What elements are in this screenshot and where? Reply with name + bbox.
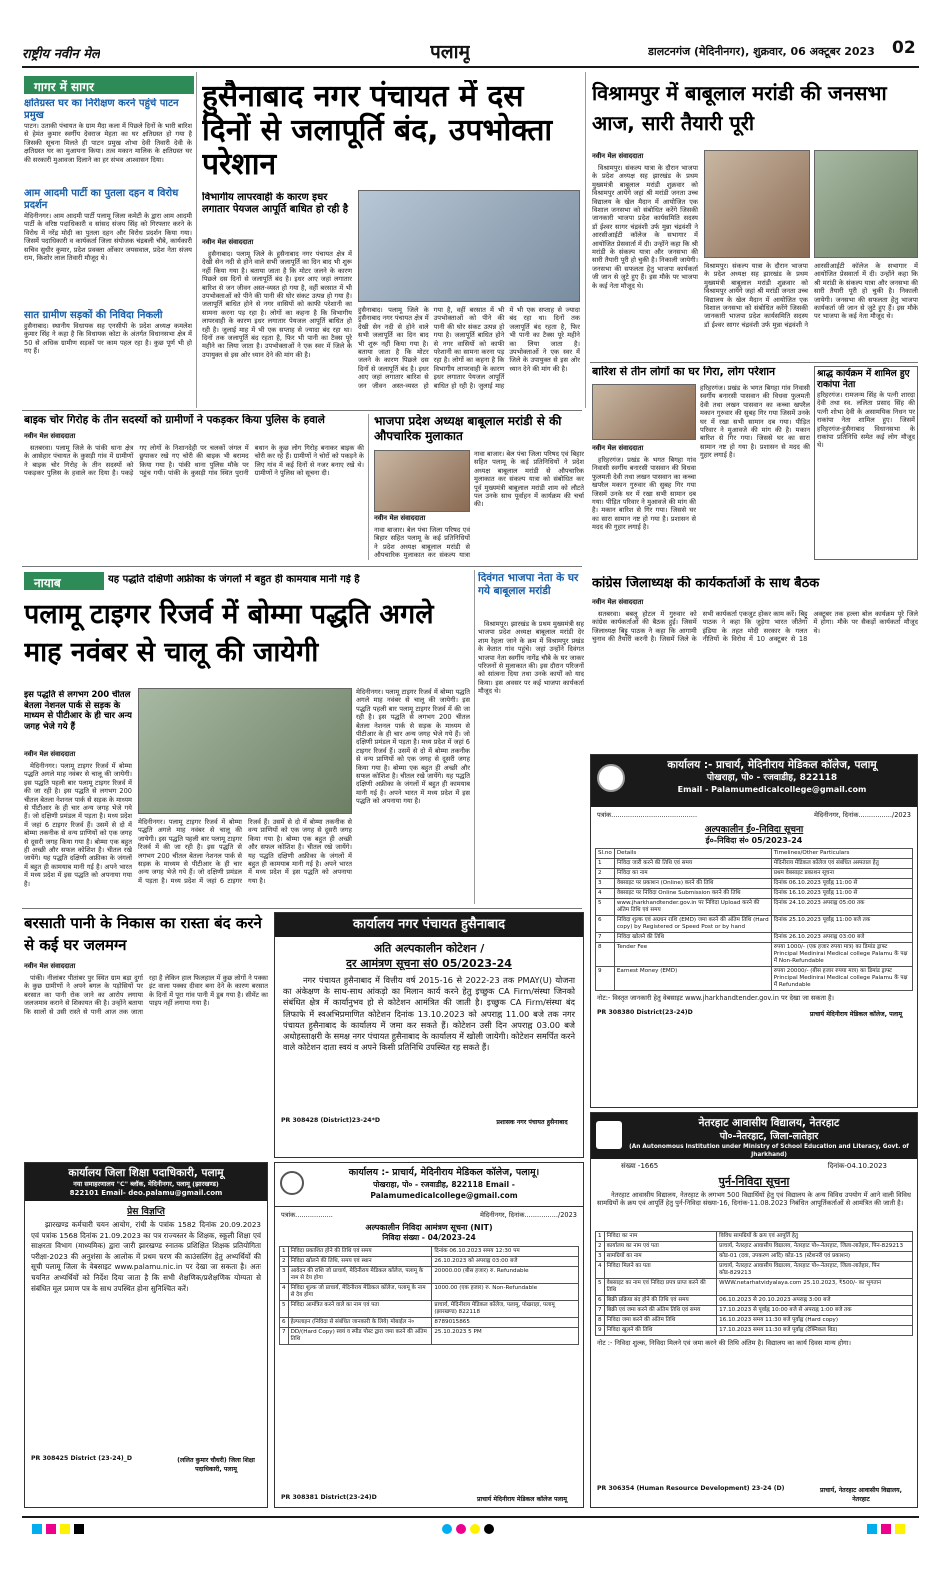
table-cell: निविदा का नाम xyxy=(604,1232,717,1242)
table-row xyxy=(596,1326,913,1336)
mmch2-subtitle: निविदा संख्या - 04/2023-24 xyxy=(382,1233,476,1242)
mmch2-tender-table xyxy=(279,1246,579,1345)
table-cell: दिनांक 24.10.2023 अपराह्न 05:00 तक xyxy=(771,899,912,916)
table-cell: 6 xyxy=(596,1296,605,1306)
table-cell: www.jharkhandtender.gov.in पर निविदा Upload करने की अंतिम तिथि एवं समय xyxy=(614,899,771,916)
table-cell: वेबसाइट पर प्रकाशन (Online) करने की तिथि xyxy=(614,879,771,889)
table-header-cell: Sl.no xyxy=(596,849,615,859)
netarhat-date: दिनांक-04.10.2023 xyxy=(827,1162,887,1170)
mmch2-address: पोखराहा, पो० - रजवाडीह, 822118 Email - Palamumedicalcollege@gmail.com xyxy=(370,1180,518,1200)
mmch-email: Email - Palamumedicalcollege@gmail.com xyxy=(677,785,867,794)
mmch-subtitle: ई०-निविदा सं० 05/2023-24 xyxy=(705,836,803,845)
table-row xyxy=(596,933,913,943)
table-cell: निविदा शुल्क जो प्राचार्य, मेदिनीराय मेडिकल कॉलेज, पलामू के नाम से देय होगा xyxy=(288,1284,432,1301)
lead-body-col1: हुसैनाबाद। पलामू जिले के हुसैनाबाद नगर पंचायत क्षेत्र में देखी सेन नदी से होने वाले सभी जलापूर्ति का दिन बाद भी शुरू नहीं किया गया है। बताया जाता है कि मोटर जलने के कारण पिछले दस दिनों से जलापूर्ति बंद है। इधर आए जहां लगातार बारिश से जन जीवन अस्त-व्यस्त हो गया है, वहीं बरसात में भी उपभोक्ताओं को पीने की पानी की घोर संकट उत्पन्न हो गया है। जलापूर्ति बाधित होने से नगर वासियों को काफी परेशानी का सामना करना पड़ रहा है। लोगों का कहना है कि विभागीय लापरवाही के कारण इधर लगातार पेयजल आपूर्ति बाधित हो रही है। जुलाई माह में भी एक सप्ताह से ज्यादा बंद रहा था। दिनों तक जलापूर्ति बंद रहता है, फिर भी पानी का टैक्स पूरे महीने का लिया जाता है। उपभोक्ताओं ने एक स्वर में जिले के उपायुक्त से इस ओर ध्यान देने की मांग की है। xyxy=(202,250,352,359)
mmch-title: अल्पकालीन ई०-निविदा सूचना xyxy=(704,825,804,835)
bjp-meeting-body-cont: नावा बाजार। बेल पंचा जिला परिषद एवं बिहार सहित पलामू के कई प्रतिनिधियों ने प्रदेश अध्यक्ष बाबूलाल मरांडी से औपचारिक मुलाकात कर संकल्प यात्रा को संबोधित कर पूर्व मुख्यमंत्री बाबूलाल मरांडी शाम को लौटते पल उनके साथ पूर्वाहन में कार्यक्रम की चर्चा की। xyxy=(474,450,584,509)
table-cell: वेबसाइट पर निविदा Online Submission करने की तिथि xyxy=(614,889,771,899)
table-cell: निविदा खोलने की तिथि, समय एवं स्थान xyxy=(288,1257,432,1267)
mmch-tender-bottom xyxy=(274,1162,584,1508)
table-cell: 7 xyxy=(596,1306,605,1316)
table-cell: दिनांक 26.10.2023 अपराह्न 03:00 बजे xyxy=(771,933,912,943)
table-row xyxy=(280,1267,579,1284)
table-row xyxy=(596,899,913,916)
table-cell: 9 xyxy=(596,1326,605,1336)
section-label-nayab: नायाब xyxy=(24,572,104,590)
lead-headline: हुसैनाबाद नगर पंचायत में दस दिनों से जलापूर्ति बंद, उपभोक्ता परेशान xyxy=(202,80,553,182)
rain-house-byline: नवीन मेल संवाददाता xyxy=(592,444,644,452)
table-cell: 25.10.2023 5 PM xyxy=(432,1328,579,1345)
table-cell: सामग्रियों का नाम xyxy=(604,1252,717,1262)
table-cell: निविदा का नाम xyxy=(614,869,771,879)
netarhat-pr-number: PR 306354 (Human Resource Development) 23-24 (D) xyxy=(597,1485,785,1492)
tiger-body-col1: मेदिनीनगर। पलामू टाइगर रिजर्व में बोम्मा पद्धति अगले माह नवंबर से चालू की जायेगी। इस पद्धति पहली बार पलामू टाइगर रिजर्व में की जा रही है। इस पद्धति से लगभग 200 चीतल बेतला नेशनल पार्क से सड़क के माध्यम से पीटीआर के ही चार अन्य जगह भेजे गये हैं। जो दक्षिणी प्रमंडल में पड़ता है। मध्य प्रदेश में जहां 6 टाइगर रिजर्व हैं। उसमें से दो में बोम्मा तकनीक से वन्य प्राणियों को एक जगह से दूसरी जगह किया गया है। बोम्मा एक बहुत ही अच्छी और सफल कोशिश है। चीतल रखे जायेंगे। यह पद्धति दक्षिणी अफ्रीका के जंगलों में बहुत ही कामयाब मानी गई है। अपने भारत में मध्य प्रदेश में इस पद्धति को अपनाया गया है। xyxy=(24,762,132,888)
table-cell: प्राचार्य, मेदिनीराय मेडिकल कॉलेज, पलामू, पोखराहा, पलामू (झारखण्ड) 822118 xyxy=(432,1301,579,1318)
table-cell: 17.10.2023 समय 11:30 बजे पूर्वाह्न (टेक्निकल बिड) xyxy=(717,1326,913,1336)
rain-house-body-cont: हरिहरगंज। प्रखंड के भगत बिगहा गांव निवासी स्वर्गीय बनारसी पासवान की विधवा फुलमती देवी तथा लखन पासवान का कच्चा खपरैल मकान गुरुवार की सुबह गिर गया जिसमें उनके घर में रखा सभी सामान दब गया। पीड़ित परिवार ने मुआवजे की मांग की है। मकान बारिश से गिर गया। जिससे घर का सारा सामान नष्ट हो गया है। प्रशासन से मदद की गुहार लगाई है। xyxy=(700,384,810,460)
table-cell: 26.10.2023 को अपराह्न 03:00 बजे xyxy=(432,1257,579,1267)
mmch2-title: अल्पकालीन निविदा आमंत्रण सूचना (NIT) xyxy=(365,1223,493,1232)
table-row xyxy=(596,1262,913,1279)
table-cell: 8 xyxy=(596,943,615,967)
congress-headline: कांग्रेस जिलाध्यक्ष की कार्यकर्ताओं के साथ बैठक xyxy=(592,576,820,591)
netarhat-logo-icon xyxy=(596,1121,622,1149)
table-row xyxy=(280,1247,579,1257)
congress-byline: नवीन मेल संवाददाता xyxy=(592,598,644,606)
left-briefs xyxy=(24,98,192,408)
table-cell: निविदा जारी करने की तिथि एवं समय xyxy=(614,859,771,869)
table-cell: प्रथम वेबसाइट प्रकाशन सूचना xyxy=(771,869,912,879)
mmch-date: मेदिनीनगर, दिनांक................/2023 xyxy=(814,811,911,819)
section-label-gagar: गागर में सागर xyxy=(24,76,194,94)
table-row xyxy=(596,869,913,879)
table-cell: दिनांक 06.10.2023 पूर्वाह्न 11:00 से xyxy=(771,879,912,889)
netarhat-table xyxy=(595,1231,913,1336)
water-byline: नवीन मेल संवाददाता xyxy=(24,962,76,970)
registration-black xyxy=(484,1524,494,1534)
table-cell: कार्यालय का नाम एवं पता xyxy=(604,1242,717,1252)
water-body: पांकी। नीलांबर पीतांबर पुर स्थित ग्राम बड़ा दुर्गा के कुछ ग्रामीणों ने अपने बगल के पड़ोसियों पर बरसात का पानी रोक जाने का आरोप लगाया जलजमाव कराने से शिकायत की है। उन्होंने बताया कि सालों से उसी रास्ते से पानी आज तक जाता रहा है लेकिन हाल फिलहाल में कुछ लोगों ने पक्का इंट वाला पक्का दीवार बना देने के कारण बरसात के दिनों में पूरा गांव पानी में डूब गया है। सीमेंट का पाइप नहीं लगाया गया है। xyxy=(24,974,268,1016)
mmch-signatory: प्राचार्य मेदिनीराय मेडिकल कॉलेज, पलामू xyxy=(809,1011,903,1018)
brief-headline: क्षतिग्रस्त घर का निरीक्षण करने पहुंचे पाटन प्रमुख xyxy=(24,98,179,121)
husainabad-office: कार्यालय नगर पंचायत हुसैनाबाद xyxy=(275,913,583,937)
registration-yellow xyxy=(895,1524,905,1534)
table-cell: 4 xyxy=(280,1284,289,1301)
table-row xyxy=(596,1279,913,1296)
tiger-body-col3: मेदिनीनगर। पलामू टाइगर रिजर्व में बोम्मा पद्धति अगले माह नवंबर से चालू की जायेगी। इस पद्धति पहली बार पलामू टाइगर रिजर्व में की जा रही है। इस पद्धति से लगभग 200 चीतल बेतला नेशनल पार्क से सड़क के माध्यम से पीटीआर के ही चार अन्य जगह भेजे गये हैं। जो दक्षिणी प्रमंडल में पड़ता है। मध्य प्रदेश में जहां 6 टाइगर रिजर्व हैं। उसमें से दो में बोम्मा तकनीक से वन्य प्राणियों को एक जगह से दूसरी जगह किया गया है। बोम्मा एक बहुत ही अच्छी और सफल कोशिश है। चीतल रखे जायेंगे। यह पद्धति दक्षिणी अफ्रीका के जंगलों में बहुत ही कामयाब मानी गई है। अपने भारत में मध्य प्रदेश में इस पद्धति को अपनाया गया है। xyxy=(356,688,470,806)
deo-notice xyxy=(24,1162,268,1508)
story-rule xyxy=(22,566,582,567)
husainabad-notice xyxy=(274,912,584,1158)
table-row xyxy=(596,916,913,933)
mmch-office: कार्यालय :- प्राचार्य, मेदिनीराय मेडिकल कॉलेज, पलामू xyxy=(667,759,877,771)
table-cell: निविदा आमंत्रित करने वाले का नाम एवं पता xyxy=(288,1301,432,1318)
table-row xyxy=(280,1328,579,1345)
table-cell: 4 xyxy=(596,889,615,899)
netarhat-signatory: प्राचार्य, नेतरहाट आवासीय विद्यालय, नेतरहाट xyxy=(820,1487,902,1503)
table-cell: 5 xyxy=(280,1301,289,1318)
husainabad-signatory: प्रशासक नगर पंचायत हुसैनाबाद xyxy=(496,1119,568,1126)
table-cell: रुपया 1000/- (एक हजार रुपया मात्र) का डिमांड ड्राफ्ट Principal Medinirai Medical college Palamu के पक्ष में Non-Refundable xyxy=(771,943,912,967)
netarhat-ref: संख्या -1665 xyxy=(621,1162,659,1170)
table-cell: 1 xyxy=(596,1232,605,1242)
water-headline: बरसाती पानी के निकास का रास्ता बंद करने से कई घर जलमग्न xyxy=(24,914,262,954)
column-rule xyxy=(196,72,197,408)
mmch2-ref: पत्रांक.................. xyxy=(281,1211,333,1219)
babulal-entry-headline: दिवंगत भाजपा नेता के घर गये बाबूलाल मरांडी xyxy=(478,572,579,597)
shraddha-body: हरिहरगंज। रामजन्म सिंह के पत्नी शारदा देवी तथा स्व. ललिता प्रसाद सिंह की पत्नी शोभा देवी के असामयिक निधन पर राकांपा नेता शामिल हुए। जिसमें हरिहरगंज-हुसैनाबाद विधानसभा के राकांपा प्रतिनिधि समेत कई लोग मौजूद थे। xyxy=(817,391,915,450)
husainabad-title: अति अल्पकालीन कोटेशन / xyxy=(373,942,485,955)
tiger-headline: पलामू टाइगर रिजर्व में बोम्मा पद्धति अगले माह नवंबर से चालू की जायेगी xyxy=(24,599,434,668)
bike-thief-headline: बाइक चोर गिरोह के तीन सदस्यों को ग्रामीणों ने पकड़कर किया पुलिस के हवाले xyxy=(24,414,325,426)
registration-magenta xyxy=(881,1524,891,1534)
table-cell: बिक्री एवं जमा करने की अंतिम तिथि एवं समय xyxy=(604,1306,717,1316)
table-cell: Earnest Money (EMD) xyxy=(614,967,771,991)
netarhat-office: नेतरहाट आवासीय विद्यालय, नेतरहाट xyxy=(698,1117,840,1129)
table-row xyxy=(280,1301,579,1318)
tiger-byline: नवीन मेल संवाददाता xyxy=(24,750,76,758)
mmch-ref: पत्रांक......................................... xyxy=(597,811,698,819)
table-cell: 8 xyxy=(596,1316,605,1326)
table-row xyxy=(596,889,913,899)
table-row xyxy=(596,1232,913,1242)
brief-headline: सात ग्रामीण सड़कों की निविदा निकली xyxy=(24,310,163,321)
table-header-cell: Details xyxy=(614,849,771,859)
netarhat-address: पो०-नेतरहाट, जिला-लातेहार xyxy=(719,1131,819,1142)
bjp-meeting-body: नावा बाजार। बेल पंचा जिला परिषद एवं बिहार सहित पलामू के कई प्रतिनिधियों ने प्रदेश अध्यक्ष बाबूलाल मरांडी से औपचारिक मुलाकात कर संकल्प यात्रा xyxy=(374,526,470,560)
registration-cyan xyxy=(32,1524,42,1534)
husainabad-pr-number: PR 308428 (District)23-24*D xyxy=(281,1117,380,1124)
table-row xyxy=(596,1242,913,1252)
table-row xyxy=(280,1257,579,1267)
lead-kicker: विभागीय लापरवाही के कारण इधर लगातार पेयजल आपूर्ति बाधित हो रही है xyxy=(202,192,349,215)
netarhat-note: नोट :- निविदा शुल्क, निविदा मिलने एवं जमा करने की तिथि अंतिम है। विद्यालय का कार्य दिवस मान्य होगा। xyxy=(597,1339,851,1347)
vishrampur-photo-2 xyxy=(814,150,918,258)
table-cell: 17.10.2023 से पूर्वाह्न 10:00 बजे से अपराह्न 1:00 बजे तक xyxy=(717,1306,913,1316)
table-cell: विविध सामग्रियों के क्रय एवं आपूर्ति हेतु xyxy=(717,1232,913,1242)
table-cell: हेल्पलाइन (निविदा से संबंधित जानकारी के लिये) मोबाईल नं० xyxy=(288,1318,432,1328)
mmch2-office: कार्यालय :- प्राचार्य, मेदिनीराय मेडिकल कॉलेज, पलामू। xyxy=(348,1167,540,1178)
vishrampur-photo-1 xyxy=(704,150,810,258)
deo-title: प्रेस विज्ञप्ति xyxy=(127,1207,165,1217)
deo-office: कार्यालय जिला शिक्षा पदाधिकारी, पलामू xyxy=(68,1167,224,1179)
table-cell: बिक्री प्रक्रिया बंद होने की तिथि एवं समय xyxy=(604,1296,717,1306)
brief-body: मेदिनीनगर। आम आदमी पार्टी पलामू जिला कमेटी के द्वारा आम आदमी पार्टी के वरिष्ठ पदाधिकारी व सांसद संजय सिंह को गिरफ्तार करने के विरोध में नरेंद्र मोदी का पुतला दहन और विरोध प्रदर्शन किया गया। जिसमें पदाधिकारी व कार्यकर्ता जिला संयोजक चंद्रबली चौबे, कार्यकारी सचिव सुधीर कुमार, प्रदेश प्रवक्ता ओंकार जयसवाल, प्रदेश नेता संजय राम, किशोर लाल तिवारी मौजूद थे। xyxy=(24,212,192,263)
mmch2-signatory: प्राचार्य मेदिनीराय मेडिकल कॉलेज पलामू xyxy=(477,1496,567,1503)
mmch-footer-note: नोट:- विस्तृत जानकारी हेतु वेबसाइट www.jharkhandtender.gov.in पर देखा जा सकता है। xyxy=(597,994,835,1002)
table-row xyxy=(596,1306,913,1316)
mmch2-pr-number: PR 308381 District(23-24)D xyxy=(281,1494,377,1501)
table-cell: प्राचार्य, नेतरहाट आवासीय विद्यालय, नेतरहाट पो०-नेतरहाट, जिला-लातेहार, पिन कोड-829213 xyxy=(717,1262,913,1279)
newspaper-brand: राष्ट्रीय नवीन मेल xyxy=(22,47,100,62)
tiger-body-col2: मेदिनीनगर। पलामू टाइगर रिजर्व में बोम्मा पद्धति अगले माह नवंबर से चालू की जायेगी। इस पद्धति पहली बार पलामू टाइगर रिजर्व में की जा रही है। इस पद्धति से लगभग 200 चीतल बेतला नेशनल पार्क से सड़क के माध्यम से पीटीआर के ही चार अन्य जगह भेजे गये हैं। जो दक्षिणी प्रमंडल में पड़ता है। मध्य प्रदेश में जहां 6 टाइगर रिजर्व हैं। उसमें से दो में बोम्मा तकनीक से वन्य प्राणियों को एक जगह से दूसरी जगह किया गया है। बोम्मा एक बहुत ही अच्छी और सफल कोशिश है। चीतल रखे जायेंगे। यह पद्धति दक्षिणी अफ्रीका के जंगलों में बहुत ही कामयाब मानी गई है। अपने भारत में मध्य प्रदेश में इस पद्धति को अपनाया गया है। xyxy=(138,818,352,885)
table-cell: DD/(Hard Copy) स्वयं व स्पीड पोस्ट द्वारा जमा करने की अंतिम तिथि xyxy=(288,1328,432,1345)
bjp-meeting-photo xyxy=(374,450,470,512)
registration-black xyxy=(74,1524,84,1534)
netarhat-notice xyxy=(590,1112,918,1508)
table-cell: 2 xyxy=(596,869,615,879)
shraddha-headline: श्राद्ध कार्यक्रम में शामिल हुए राकांपा नेता xyxy=(817,369,910,390)
column-rule xyxy=(368,414,369,560)
tiger-photo xyxy=(138,688,352,814)
rain-house-headline: बारिश से तीन लोगों का घर गिरा, लोग परेशान xyxy=(592,366,776,378)
rain-house-body: हरिहरगंज। प्रखंड के भगत बिगहा गांव निवासी स्वर्गीय बनारसी पासवान की विधवा फुलमती देवी तथा लखन पासवान का कच्चा खपरैल मकान गुरुवार की सुबह गिर गया जिसमें उनके घर में रखा सभी सामान दब गया। पीड़ित परिवार ने मुआवजे की मांग की है। मकान बारिश से गिर गया। जिससे घर का सारा सामान नष्ट हो गया है। प्रशासन से मदद की गुहार लगाई है। xyxy=(592,456,696,532)
table-cell: 9 xyxy=(596,967,615,991)
mmch2-date: मेदिनीनगर, दिनांक................/2023 xyxy=(480,1211,577,1219)
deo-pr-number: PR 308425 District (23-24)_D xyxy=(31,1455,132,1462)
vishrampur-body: विश्रामपुर। संकल्प यात्रा के दौरान भाजपा के प्रदेश अध्यक्ष सह झारखंड के प्रथम मुख्यमंत्री बाबूलाल मरांडी शुक्रवार को विश्रामपुर आयेंगे जहां श्री मरांडी जनता उच्च विद्यालय के खेल मैदान में आयोजित एक विशाल जनसभा को संबोधित करेंगे जिसकी जानकारी भाजपा प्रदेश कार्यसमिति सदस्य डॉ ईश्वर सागर चंद्रवंशी उर्फ मुन्ना चंद्रवंशी ने आरसीआईटी कॉलेज के सभागार में आयोजित प्रेसवार्ता में दी। उन्होंने कहा कि श्री मरांडी के संकल्प यात्रा और जनसभा की सारी तैयारी पूरी हो चुकी है। निकाली जायेगी। जनसभा की सफलता हेतु भाजपा कार्यकर्ता जी जान से जुटे हुए हैं। इस मौके पर भाजपा के कई नेता मौजूद थे। xyxy=(592,164,698,290)
story-rule xyxy=(22,908,582,909)
registration-yellow xyxy=(470,1524,480,1534)
column-rule xyxy=(474,570,475,904)
table-cell: 7 xyxy=(280,1328,289,1345)
mmch-logo-icon xyxy=(280,1171,304,1195)
shraddha-box xyxy=(814,366,918,560)
table-cell: 1 xyxy=(596,859,615,869)
table-row xyxy=(596,943,913,967)
lead-body-col2: हुसैनाबाद। पलामू जिले के हुसैनाबाद नगर पंचायत क्षेत्र में देखी सेन नदी से होने वाले सभी जलापूर्ति का दिन बाद भी शुरू नहीं किया गया है। बताया जाता है कि मोटर जलने के कारण पिछले दस दिनों से जलापूर्ति बंद है। इधर आए जहां लगातार बारिश से जन जीवन अस्त-व्यस्त हो गया है, वहीं बरसात में भी उपभोक्ताओं को पीने की पानी की घोर संकट उत्पन्न हो गया है। जलापूर्ति बाधित होने से नगर वासियों को काफी परेशानी का सामना करना पड़ रहा है। लोगों का कहना है कि विभागीय लापरवाही के कारण इधर लगातार पेयजल आपूर्ति बाधित हो रही है। जुलाई माह में भी एक सप्ताह से ज्यादा बंद रहा था। दिनों तक जलापूर्ति बंद रहता है, फिर भी पानी का टैक्स पूरे महीने का लिया जाता है। उपभोक्ताओं ने एक स्वर में जिले के उपायुक्त से इस ओर ध्यान देने की मांग की है। xyxy=(358,306,580,390)
table-cell: Tender Fee xyxy=(614,943,771,967)
table-cell: 2 xyxy=(280,1257,289,1267)
vishrampur-headline: विश्रामपुर में बाबूलाल मरांडी की जनसभा आज, सारी तैयारी पूरी xyxy=(592,81,887,135)
table-cell: मेदिनीराय मेडिकल कॉलेज एवं संबंधित अस्पताल हेतु xyxy=(771,859,912,869)
table-row xyxy=(596,1316,913,1326)
table-cell: निविदा शुल्क एवं अग्रधन राशि (EMD) जमा करने की अंतिम तिथि (Hard copy) by Registered or Speed Post or by hand xyxy=(614,916,771,933)
table-cell: 16.10.2023 समय 11:30 बजे पूर्वाह्न (Hard copy) xyxy=(717,1316,913,1326)
mmch-address: पोखराहा, पो० - रजवाडीह, 822118 xyxy=(706,773,838,783)
table-header-cell: Timelines/Other Particulars xyxy=(771,849,912,859)
table-cell: निविदा मिलने का पता xyxy=(604,1262,717,1279)
table-header-row xyxy=(596,849,913,859)
table-cell: 1 xyxy=(280,1247,289,1257)
deo-address: नया समाहरणालय "C" ब्लॉक, मेदिनीनगर, पलामू (झारखण्ड) xyxy=(73,1180,219,1188)
brief-body: पाटन। उताकी पंचायत के ग्राम मैदा कला में पिछले दिनों के भारी बारिश से हेमंत कुमार स्वर्गीय देवराज मेहता का घर क्षतिग्रस्त हो गया है जिसकी सूचना मिलते ही पाटन प्रमुख शोभा देवी तिवारी देवी के क्षतिग्रस्त घर का मुआयना किया। तत्व मकान मालिक के क्षतिग्रस्त घर की सरकारी मुआवजा दिलाने का हर संभव आश्वासन दिया। xyxy=(24,122,192,164)
footer-rule xyxy=(22,1516,919,1518)
table-cell: 3 xyxy=(596,879,615,889)
registration-cyan xyxy=(867,1524,877,1534)
masthead-rule xyxy=(22,66,919,68)
table-row xyxy=(596,1252,913,1262)
vishrampur-body-cont: विश्रामपुर। संकल्प यात्रा के दौरान भाजपा के प्रदेश अध्यक्ष सह झारखंड के प्रथम मुख्यमंत्री बाबूलाल मरांडी शुक्रवार को विश्रामपुर आयेंगे जहां श्री मरांडी जनता उच्च विद्यालय के खेल मैदान में आयोजित एक विशाल जनसभा को संबोधित करेंगे जिसकी जानकारी भाजपा प्रदेश कार्यसमिति सदस्य डॉ ईश्वर सागर चंद्रवंशी उर्फ मुन्ना चंद्रवंशी ने आरसीआईटी कॉलेज के सभागार में आयोजित प्रेसवार्ता में दी। उन्होंने कहा कि श्री मरांडी के संकल्प यात्रा और जनसभा की सारी तैयारी पूरी हो चुकी है। निकाली जायेगी। जनसभा की सफलता हेतु भाजपा कार्यकर्ता जी जान से जुटे हुए हैं। इस मौके पर भाजपा के कई नेता मौजूद थे। xyxy=(704,262,918,329)
table-cell: 5 xyxy=(596,1279,605,1296)
table-cell: प्राचार्य, नेतरहाट आवासीय विद्यालय, नेतरहाट पो०-नेतरहाट, जिला-लातेहार, पिन-829213 xyxy=(717,1242,913,1252)
congress-body: सतबरवा। बबलू होटल में गुरुवार को कांग्रेस कार्यकर्ताओं की बैठक हुई। जिसमें जिलाध्यक्ष बिट्टू पाठक ने कहा कि आगामी चुनाव की तैयारी करनी है। जिसमें जिले के सभी कार्यकर्ता एकजुट होकर काम करें। बिट्टू पाठक ने कहा कि जुड़ेगा भारत जीतेगा इंडिया के तहत मोदी सरकार के गलत नीतियों के विरोध में 10 अक्टूबर से 18 अक्टूबर तक हल्ला बोल कार्यक्रम पूरे जिले में होगा। मौके पर सैकड़ों कार्यकर्ता मौजूद थे। xyxy=(592,610,918,644)
registration-cyan xyxy=(442,1524,452,1534)
deo-email: 822101 Email- deo.palamu@gmail.com xyxy=(69,1189,223,1197)
mmch-logo-icon xyxy=(597,764,625,792)
table-cell: 5 xyxy=(596,899,615,916)
netarhat-title: पुर्न-निविदा सूचना xyxy=(718,1175,790,1188)
table-cell: 4 xyxy=(596,1262,605,1279)
table-cell: 06.10.2023 से 20.10.2023 अपराह्न 3:00 बजे xyxy=(717,1296,913,1306)
table-cell: 6 xyxy=(280,1318,289,1328)
column-rule xyxy=(585,72,586,408)
table-cell: आवेदन की राशि जो प्राचार्य, मेदिनीराय मेडिकल कॉलेज, पलामू के नाम से देय होगा xyxy=(288,1267,432,1284)
table-cell: 1000.00 (एक हजार) रु. Non-Refundable xyxy=(432,1284,579,1301)
table-cell: 3 xyxy=(596,1252,605,1262)
table-row xyxy=(596,859,913,869)
lead-photo xyxy=(358,190,580,302)
babulal-entry-body: विश्रामपुर। झारखंड के प्रथम मुख्यमंत्री सह भाजपा प्रदेश अध्यक्ष बाबूलाल मरांडी देर शाम रेहला जाने के क्रम में विश्रामपुर प्रखंड के केतात गांव पहुंचे। जहां उन्होंने दिवंगत भाजपा नेता स्वर्गीय नागेंद्र चौबे के घर जाकर परिजनों से मुलाकात की। इस दौरान परिजनों को सांत्वना दिया तथा उनके कार्यों को याद किया। इस अवसर पर कई भाजपा कार्यकर्ता मौजूद थे। xyxy=(478,620,584,696)
table-cell: दिनांक 25.10.2023 पूर्वाह्न 11:00 बजे तक xyxy=(771,916,912,933)
table-cell: वेबसाइट का नाम एवं निविदा प्रपत्र प्राप्त करने की तिथि xyxy=(604,1279,717,1296)
table-cell: 20000.00 (बीस हजार) रु. Refundable xyxy=(432,1267,579,1284)
color-registration-strip xyxy=(22,1524,919,1536)
mmch-pr-number: PR 308380 District(23-24)D xyxy=(597,1009,693,1016)
page-number: 02 xyxy=(892,38,916,58)
table-cell: 3 xyxy=(280,1267,289,1284)
husainabad-subtitle: दर आमंत्रण सूचना सं0 05/2023-24 xyxy=(346,957,512,970)
table-row xyxy=(280,1284,579,1301)
brief-headline: आम आदमी पार्टी का पुतला दहन व विरोध प्रदर्शन xyxy=(24,188,179,211)
table-cell: रुपया 20000/- (बीस हजार रुपया मात्र) का डिमांड ड्राफ्ट Principal Medinirai Medical college Palamu के पक्ष में Refundable xyxy=(771,967,912,991)
table-cell: निविदा जमा करने की अंतिम तिथि xyxy=(604,1316,717,1326)
registration-magenta xyxy=(46,1524,56,1534)
page-section-name: पलामू xyxy=(430,41,470,63)
table-cell: निविदा खुलने की तिथि xyxy=(604,1326,717,1336)
tiger-strap: यह पद्धति दक्षिणी अफ्रीका के जंगलों में बहुत ही कामयाब मानी गई है xyxy=(108,574,360,585)
table-cell: WWW.netarhatvidyalaya.com 25.10.2023, ₹500/- का भुगतान xyxy=(717,1279,913,1296)
table-cell: निविदा प्रकाशित होने की तिथि एवं समय xyxy=(288,1247,432,1257)
tiger-kicker: इस पद्धति से लगभग 200 चीतल बेतला नेशनल पार्क से सड़क के माध्यम से पीटीआर के ही चार अन्य जगह भेजे गये हैं xyxy=(24,690,132,732)
registration-magenta xyxy=(456,1524,466,1534)
husainabad-body: नगर पंचायत हुसैनाबाद में वित्तीय वर्ष 2015-16 से 2022-23 तक PMAY(U) योजना का अंकेक्षण के साथ-साथ आंकड़ो का मिलान कार्य करने हेतु इच्छुक CA Firm/संस्था जिनको संबंधित क्षेत्र में कार्यानुभव हो से कोटेशन आमंत्रित की जाती है। इच्छुक CA Firm/संस्था बंद लिफाफे में स्वअभिप्रमाणित कोटेशन दिनांक 13.10.2023 को अपराह्न 11.00 बजे तक नगर पंचायत हुसैनाबाद के कार्यालय में जमा कर सकते हैं। कोटेशन उसी दिन अपराह्न 03.00 बजे अधोहस्ताक्षरी के समक्ष नगर पंचायत हुसैनाबाद के कार्यालय में खोली जायेगी। कोटेशन समर्पित करने वाले कोटेशन दाता स्वयं व अपने किसी प्रतिनिधि उपस्थित रह सकते हैं। xyxy=(283,975,575,1053)
deo-signatory: (ललित कुमार चौधरी) जिला शिक्षा पदाधिकारी, पलामू xyxy=(177,1457,255,1473)
table-row xyxy=(596,967,913,991)
table-row xyxy=(596,1296,913,1306)
table-row xyxy=(280,1318,579,1328)
rain-house-photo xyxy=(592,384,696,440)
table-cell: कोड-01 (दवा, उपकरण आदि) कोड-15 (स्टेशनरी एवं प्रकाशन) xyxy=(717,1252,913,1262)
deo-body: झारखण्ड कर्मचारी चयन आयोग, रांची के पत्रांक 1582 दिनांक 20.09.2023 एवं पत्रांक 1568 दिनांक 21.09.2023 का पत्र राज्यस्तर के शिक्षक, स्कूली शिक्षा एवं साक्षरता विभाग (माध्यमिक) द्वारा जारी झारखण्ड स्नातक प्रशिक्षित शिक्षक प्रतियोगिता परीक्षा-2023 की अनुशंसा के आलोक में प्रथम चरण की काउंसलिंग हेतु अभ्यर्थियों की सूची पलामू जिला के वेबसाइट www.palamu.nic.in पर देखा जा सकता है। अतः चयनित अभ्यर्थियों को निर्देश दिया जाता है कि सभी शैक्षणिक/प्रशैक्षणिक योग्यता से संबंधित मूल प्रमाण पत्र के साथ उपस्थित होना सुनिश्चित करें। xyxy=(31,1220,261,1293)
story-rule xyxy=(590,362,918,363)
netarhat-body: नेतरहाट आवासीय विद्यालय, नेतरहाट के लगभग 500 विद्यार्थियों हेतु एवं विद्यालय के अन्य विविध उपयोग में आने वाली विविध सामग्रियों के क्रय एवं आपूर्ति हेतु पुर्न-निविदा संख्या-16, दिनांक-11.08.2023 निबंधित आपूर्तिकर्ताओं से आमंत्रित की जाती है। xyxy=(597,1191,911,1208)
table-cell: 8789015865 xyxy=(432,1318,579,1328)
vishrampur-byline: नवीन मेल संवाददाता xyxy=(592,152,644,160)
table-cell: निविदा खोलने की तिथि xyxy=(614,933,771,943)
table-cell: दिनांक 16.10.2023 पूर्वाह्न 11:00 से xyxy=(771,889,912,899)
mmch-tender-table xyxy=(595,848,913,991)
bjp-meeting-byline: नवीन मेल संवाददाता xyxy=(374,514,426,522)
bjp-meeting-headline: भाजपा प्रदेश अध्यक्ष बाबूलाल मरांडी से की औपचारिक मुलाकात xyxy=(374,414,562,443)
lead-byline: नवीन मेल संवाददाता xyxy=(202,238,254,246)
table-cell: 6 xyxy=(596,916,615,933)
registration-yellow xyxy=(60,1524,70,1534)
table-cell: दिनांक 06.10.2023 समय 12:30 पम xyxy=(432,1247,579,1257)
bike-thief-byline: नवीन मेल संवाददाता xyxy=(24,432,76,440)
story-rule xyxy=(22,410,582,411)
bike-thief-body: सतबरवा। पलामू जिले के पांकी थाना क्षेत्र के आसेहार पंचायत के कुसड़ी गांव में ग्रामीणों ने बाइक चोर गिरोह के तीन सदस्यों को पकड़कर पुलिस के हवाले कर दिया है। पकड़े गए लोगों के निशानदेही पर चलकों जंगल में छुपाकर रखे गए चोरी की बाइक भी बरामद किया गया है। पांकी थाना पुलिस मौके पर पहुंच गयी। पांकी के कुसड़ी गांव स्थित पुरानी बथान के कुछ लोग गिरोह बनाकर बाइक की चोरी कर रहे हैं। ग्रामीणों ने चोरों को पकड़ने के लिए गांव में कई दिनों से नजर बनाए रखे थे। ग्रामीणों ने पुलिस को सूचना दी। xyxy=(24,444,364,478)
dateline: डालटनगंज (मेदिनीनगर), शुक्रवार, 06 अक्टूबर 2023 xyxy=(648,45,875,58)
brief-body: हुसैनाबाद। स्थानीय विधायक सह एनसीपी के प्रदेश अध्यक्ष कमलेश कुमार सिंह ने कहा है कि विधायक कोटा के अंतर्गत विधानसभा क्षेत्र में 50 से अधिक ग्रामीण सड़कों पर काम पहल रहा है। कुछ पूर्ण भी हो गए हैं। xyxy=(24,322,192,356)
mmch-tender-top xyxy=(590,754,918,1108)
table-row xyxy=(596,879,913,889)
netarhat-autonomous: (An Autonomous Institution under Ministry of School Education and Literacy, Govt. of Jharkhand) xyxy=(629,1144,909,1158)
table-cell: 2 xyxy=(596,1242,605,1252)
table-cell: 7 xyxy=(596,933,615,943)
